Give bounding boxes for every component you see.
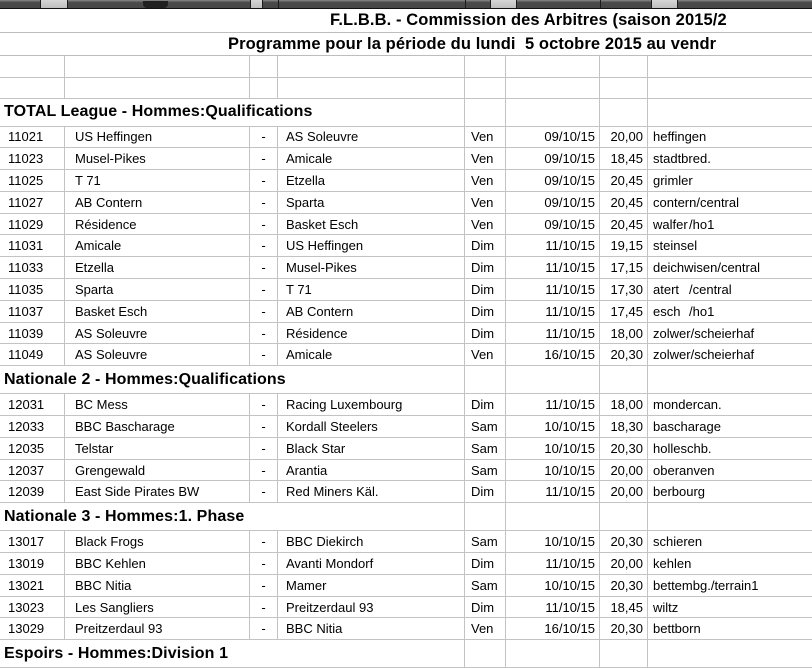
- away-team-cell-empty[interactable]: [278, 56, 465, 77]
- column-divider: [600, 0, 601, 8]
- match-number-cell[interactable]: 13029: [0, 618, 65, 639]
- column-header-gap: [250, 0, 263, 8]
- day-cell[interactable]: Sam: [465, 460, 506, 481]
- away-team-cell[interactable]: BBC Diekirch: [278, 531, 465, 552]
- time-cell[interactable]: 17,15: [600, 257, 648, 278]
- venue-cell-empty[interactable]: [648, 56, 812, 77]
- home-team-cell[interactable]: East Side Pirates BW: [65, 481, 250, 502]
- date-cell[interactable]: 11/10/15: [506, 323, 600, 344]
- report-title: F.L.B.B. - Commission des Arbitres (saison 2015/2: [330, 11, 727, 29]
- time-cell-empty[interactable]: [600, 56, 648, 77]
- time-cell[interactable]: 20,00: [600, 127, 648, 148]
- vs-separator-cell[interactable]: -: [250, 192, 278, 213]
- home-team-cell[interactable]: US Heffingen: [65, 127, 250, 148]
- venue-name: heffingen: [653, 129, 707, 145]
- date-cell[interactable]: 10/10/15: [506, 575, 600, 596]
- grid-cell[interactable]: [648, 640, 812, 667]
- venue-cell[interactable]: [648, 170, 812, 191]
- away-team-cell[interactable]: Arantia: [278, 460, 465, 481]
- match-row: [0, 481, 812, 503]
- match-number-cell[interactable]: 11021: [0, 127, 65, 148]
- match-number-cell[interactable]: 11035: [0, 279, 65, 300]
- venue-name: esch: [653, 303, 681, 319]
- vs-separator-cell[interactable]: -: [250, 301, 278, 322]
- date-cell[interactable]: 11/10/15: [506, 553, 600, 574]
- date-cell[interactable]: 11/10/15: [506, 301, 600, 322]
- venue-name: deichwisen: [653, 260, 718, 276]
- away-team-cell[interactable]: Kordall Steelers: [278, 416, 465, 437]
- report-period: Programme pour la période du lundi 5 octobre 2015 au vendr: [228, 34, 717, 53]
- match-number-cell[interactable]: 13023: [0, 597, 65, 618]
- time-cell[interactable]: 20,00: [600, 481, 648, 502]
- home-team-cell[interactable]: BBC Bascharage: [65, 416, 250, 437]
- venue-name: zolwer: [653, 325, 691, 341]
- home-team-cell[interactable]: Les Sangliers: [65, 597, 250, 618]
- away-team-cell[interactable]: Etzella: [278, 170, 465, 191]
- vs-separator-cell[interactable]: -: [250, 531, 278, 552]
- day-cell[interactable]: Ven: [465, 344, 506, 365]
- match-number-cell[interactable]: 11025: [0, 170, 65, 191]
- match-row: [0, 170, 812, 192]
- time-cell[interactable]: 17,45: [600, 301, 648, 322]
- vs-separator-cell[interactable]: -: [250, 460, 278, 481]
- venue-name: wiltz: [653, 599, 679, 615]
- time-cell[interactable]: 20,30: [600, 618, 648, 639]
- venue-name: stadtbred.: [653, 151, 711, 167]
- home-team-cell[interactable]: BBC Nitia: [65, 575, 250, 596]
- hall-name: /scheierhaf: [690, 347, 755, 363]
- venue-cell[interactable]: [648, 597, 812, 618]
- grid-cell[interactable]: [600, 99, 648, 126]
- match-number-cell[interactable]: 11031: [0, 235, 65, 256]
- venue-name: kehlen: [653, 555, 692, 571]
- venue-cell[interactable]: [648, 416, 812, 437]
- away-team-cell[interactable]: BBC Nitia: [278, 618, 465, 639]
- date-cell[interactable]: 10/10/15: [506, 460, 600, 481]
- away-team-cell[interactable]: AS Soleuvre: [278, 127, 465, 148]
- section-title[interactable]: Nationale 2 - Hommes:Qualifications: [0, 366, 465, 393]
- date-cell[interactable]: 11/10/15: [506, 257, 600, 278]
- venue-cell[interactable]: [648, 127, 812, 148]
- sheet-column-header-strip[interactable]: [0, 0, 812, 9]
- home-team-cell[interactable]: Musel-Pikes: [65, 148, 250, 169]
- away-team-cell[interactable]: T 71: [278, 279, 465, 300]
- venue-name: berbourg: [653, 484, 706, 500]
- vs-separator-cell-empty[interactable]: [250, 56, 278, 77]
- day-cell[interactable]: Dim: [465, 553, 506, 574]
- vs-separator-cell[interactable]: -: [250, 575, 278, 596]
- day-cell[interactable]: Ven: [465, 148, 506, 169]
- date-cell[interactable]: 11/10/15: [506, 481, 600, 502]
- date-cell[interactable]: 10/10/15: [506, 416, 600, 437]
- date-cell[interactable]: 09/10/15: [506, 214, 600, 235]
- away-team-cell[interactable]: Preitzerdaul 93: [278, 597, 465, 618]
- venue-cell[interactable]: [648, 394, 812, 415]
- grid-cell[interactable]: [648, 503, 812, 530]
- venue-cell[interactable]: [648, 214, 812, 235]
- day-cell[interactable]: Ven: [465, 618, 506, 639]
- time-cell[interactable]: 18,00: [600, 394, 648, 415]
- section-title[interactable]: Espoirs - Hommes:Division 1: [0, 640, 465, 667]
- match-row: [0, 214, 812, 236]
- away-team-cell[interactable]: Musel-Pikes: [278, 257, 465, 278]
- home-team-cell[interactable]: AB Contern: [65, 192, 250, 213]
- home-team-cell[interactable]: Amicale: [65, 235, 250, 256]
- away-team-cell[interactable]: Avanti Mondorf: [278, 553, 465, 574]
- vs-separator-cell[interactable]: -: [250, 279, 278, 300]
- home-team-cell[interactable]: Preitzerdaul 93: [65, 618, 250, 639]
- date-cell[interactable]: 10/10/15: [506, 531, 600, 552]
- day-cell[interactable]: Sam: [465, 416, 506, 437]
- venue-cell[interactable]: [648, 235, 812, 256]
- date-cell[interactable]: 09/10/15: [506, 192, 600, 213]
- match-number-cell[interactable]: 11029: [0, 214, 65, 235]
- match-row: [0, 279, 812, 301]
- match-number-cell-empty[interactable]: [0, 56, 65, 77]
- match-number-cell[interactable]: 13017: [0, 531, 65, 552]
- vs-separator-cell[interactable]: -: [250, 618, 278, 639]
- venue-cell[interactable]: [648, 618, 812, 639]
- day-cell[interactable]: Dim: [465, 279, 506, 300]
- match-number-cell[interactable]: 11033: [0, 257, 65, 278]
- home-team-cell-empty[interactable]: [65, 78, 250, 98]
- venue-cell[interactable]: [648, 279, 812, 300]
- date-cell[interactable]: 16/10/15: [506, 344, 600, 365]
- schedule-grid: [0, 56, 812, 668]
- grid-cell[interactable]: [465, 503, 506, 530]
- vs-separator-cell[interactable]: -: [250, 553, 278, 574]
- away-team-cell[interactable]: Racing Luxembourg: [278, 394, 465, 415]
- time-cell-empty[interactable]: [600, 78, 648, 98]
- date-cell[interactable]: 16/10/15: [506, 618, 600, 639]
- home-team-cell[interactable]: Sparta: [65, 279, 250, 300]
- vs-separator-cell[interactable]: -: [250, 127, 278, 148]
- time-cell[interactable]: 19,15: [600, 235, 648, 256]
- venue-name: grimler: [653, 172, 693, 188]
- vs-separator-cell[interactable]: -: [250, 323, 278, 344]
- venue-name: mondercan.: [653, 397, 722, 413]
- date-cell[interactable]: 11/10/15: [506, 279, 600, 300]
- home-team-cell[interactable]: Résidence: [65, 214, 250, 235]
- date-cell[interactable]: 10/10/15: [506, 438, 600, 459]
- home-team-cell[interactable]: AS Soleuvre: [65, 344, 250, 365]
- time-cell[interactable]: 20,30: [600, 438, 648, 459]
- away-team-cell[interactable]: Sparta: [278, 192, 465, 213]
- venue-cell[interactable]: [648, 257, 812, 278]
- period-row[interactable]: [0, 33, 812, 56]
- time-cell[interactable]: 20,00: [600, 553, 648, 574]
- day-cell[interactable]: Dim: [465, 323, 506, 344]
- away-team-cell[interactable]: Amicale: [278, 344, 465, 365]
- grid-cell[interactable]: [506, 366, 600, 393]
- day-cell[interactable]: Dim: [465, 301, 506, 322]
- vs-separator-cell[interactable]: -: [250, 597, 278, 618]
- hall-name: /ho1: [689, 216, 715, 232]
- match-row: [0, 553, 812, 575]
- match-row: [0, 301, 812, 323]
- match-row: [0, 192, 812, 214]
- time-cell[interactable]: 20,45: [600, 214, 648, 235]
- grid-cell[interactable]: [465, 366, 506, 393]
- home-team-cell[interactable]: Grengewald: [65, 460, 250, 481]
- match-row: [0, 575, 812, 597]
- vs-separator-cell[interactable]: -: [250, 481, 278, 502]
- match-row: [0, 618, 812, 640]
- time-cell[interactable]: 18,00: [600, 323, 648, 344]
- day-cell[interactable]: Dim: [465, 235, 506, 256]
- time-cell[interactable]: 20,30: [600, 575, 648, 596]
- day-cell[interactable]: Ven: [465, 192, 506, 213]
- away-team-cell[interactable]: AB Contern: [278, 301, 465, 322]
- venue-name: oberanven: [653, 462, 715, 478]
- date-cell[interactable]: 11/10/15: [506, 235, 600, 256]
- vs-separator-cell-empty[interactable]: [250, 78, 278, 98]
- date-cell-empty[interactable]: [506, 78, 600, 98]
- empty-row: [0, 78, 812, 99]
- date-cell[interactable]: 11/10/15: [506, 394, 600, 415]
- match-row: [0, 257, 812, 279]
- home-team-cell-empty[interactable]: [65, 56, 250, 77]
- hall-name: /scheierhaf: [690, 325, 755, 341]
- time-cell[interactable]: 20,45: [600, 170, 648, 191]
- hall-name: /ho1: [689, 303, 715, 319]
- home-team-cell[interactable]: Basket Esch: [65, 301, 250, 322]
- match-number-cell[interactable]: 12031: [0, 394, 65, 415]
- section-title[interactable]: Nationale 3 - Hommes:1. Phase: [0, 503, 465, 530]
- grid-cell[interactable]: [600, 640, 648, 667]
- match-number-cell[interactable]: 11039: [0, 323, 65, 344]
- match-row: [0, 235, 812, 257]
- venue-cell[interactable]: [648, 438, 812, 459]
- grid-cell[interactable]: [648, 99, 812, 126]
- venue-name: bettembg.: [653, 577, 711, 593]
- day-cell[interactable]: Ven: [465, 170, 506, 191]
- match-row: [0, 127, 812, 149]
- grid-cell[interactable]: [506, 503, 600, 530]
- venue-cell[interactable]: [648, 148, 812, 169]
- hall-name: /terrain1: [710, 577, 759, 593]
- column-divider: [278, 0, 279, 8]
- grid-cell[interactable]: [600, 503, 648, 530]
- venue-cell[interactable]: [648, 481, 812, 502]
- vs-separator-cell[interactable]: -: [250, 394, 278, 415]
- empty-row: [0, 56, 812, 78]
- column-header-notch: [143, 1, 168, 8]
- match-number-cell[interactable]: 11023: [0, 148, 65, 169]
- venue-cell[interactable]: [648, 553, 812, 574]
- vs-separator-cell[interactable]: -: [250, 214, 278, 235]
- day-cell-empty[interactable]: [465, 56, 506, 77]
- date-cell[interactable]: 09/10/15: [506, 127, 600, 148]
- time-cell[interactable]: 17,30: [600, 279, 648, 300]
- grid-cell[interactable]: [600, 366, 648, 393]
- match-number-cell[interactable]: 11027: [0, 192, 65, 213]
- grid-cell[interactable]: [465, 640, 506, 667]
- home-team-cell[interactable]: Telstar: [65, 438, 250, 459]
- home-team-cell[interactable]: T 71: [65, 170, 250, 191]
- away-team-cell[interactable]: Résidence: [278, 323, 465, 344]
- venue-name: bascharage: [653, 418, 721, 434]
- match-row: [0, 438, 812, 460]
- match-number-cell[interactable]: 11049: [0, 344, 65, 365]
- match-row: [0, 394, 812, 416]
- column-header-gap: [40, 0, 68, 8]
- column-header-gap: [651, 0, 678, 8]
- vs-separator-cell[interactable]: -: [250, 235, 278, 256]
- match-number-cell[interactable]: 12033: [0, 416, 65, 437]
- home-team-cell[interactable]: BBC Kehlen: [65, 553, 250, 574]
- match-row: [0, 148, 812, 170]
- column-divider: [465, 0, 466, 8]
- away-team-cell[interactable]: US Heffingen: [278, 235, 465, 256]
- venue-name: holleschb.: [653, 440, 712, 456]
- match-number-cell[interactable]: 13019: [0, 553, 65, 574]
- venue-cell[interactable]: [648, 344, 812, 365]
- grid-cell[interactable]: [506, 99, 600, 126]
- date-cell-empty[interactable]: [506, 56, 600, 77]
- vs-separator-cell[interactable]: -: [250, 416, 278, 437]
- column-header-gap: [490, 0, 517, 8]
- section-title[interactable]: TOTAL League - Hommes:Qualifications: [0, 99, 465, 126]
- home-team-cell[interactable]: Black Frogs: [65, 531, 250, 552]
- time-cell[interactable]: 20,00: [600, 460, 648, 481]
- vs-separator-cell[interactable]: -: [250, 438, 278, 459]
- time-cell[interactable]: 20,30: [600, 531, 648, 552]
- day-cell[interactable]: Ven: [465, 127, 506, 148]
- match-row: [0, 531, 812, 553]
- time-cell[interactable]: 20,45: [600, 192, 648, 213]
- date-cell[interactable]: 09/10/15: [506, 170, 600, 191]
- match-number-cell-empty[interactable]: [0, 78, 65, 98]
- day-cell[interactable]: Sam: [465, 531, 506, 552]
- section-header-row: [0, 366, 812, 394]
- match-number-cell[interactable]: 13021: [0, 575, 65, 596]
- day-cell[interactable]: Dim: [465, 257, 506, 278]
- venue-name: walfer: [653, 216, 688, 232]
- away-team-cell[interactable]: Black Star: [278, 438, 465, 459]
- section-header-row: [0, 503, 812, 531]
- venue-name: schieren: [653, 534, 703, 550]
- home-team-cell[interactable]: BC Mess: [65, 394, 250, 415]
- grid-cell[interactable]: [465, 99, 506, 126]
- venue-cell[interactable]: [648, 323, 812, 344]
- section-header-row: [0, 640, 812, 668]
- venue-cell[interactable]: [648, 192, 812, 213]
- grid-cell[interactable]: [506, 640, 600, 667]
- day-cell[interactable]: Dim: [465, 481, 506, 502]
- venue-cell-empty[interactable]: [648, 78, 812, 98]
- match-row: [0, 323, 812, 345]
- venue-cell[interactable]: [648, 460, 812, 481]
- hall-name: /central: [696, 194, 740, 210]
- away-team-cell-empty[interactable]: [278, 78, 465, 98]
- vs-separator-cell[interactable]: -: [250, 148, 278, 169]
- grid-cell[interactable]: [648, 366, 812, 393]
- venue-name: steinsel: [653, 238, 698, 254]
- away-team-cell[interactable]: Basket Esch: [278, 214, 465, 235]
- venue-cell[interactable]: [648, 301, 812, 322]
- time-cell[interactable]: 20,30: [600, 344, 648, 365]
- date-cell[interactable]: 09/10/15: [506, 148, 600, 169]
- home-team-cell[interactable]: Etzella: [65, 257, 250, 278]
- time-cell[interactable]: 18,45: [600, 597, 648, 618]
- venue-cell[interactable]: [648, 531, 812, 552]
- away-team-cell[interactable]: Red Miners Käl.: [278, 481, 465, 502]
- vs-separator-cell[interactable]: -: [250, 257, 278, 278]
- hall-name: /central: [689, 281, 732, 297]
- match-number-cell[interactable]: 11037: [0, 301, 65, 322]
- match-number-cell[interactable]: 12035: [0, 438, 65, 459]
- day-cell[interactable]: Dim: [465, 597, 506, 618]
- match-number-cell[interactable]: 12037: [0, 460, 65, 481]
- venue-name: bettborn: [653, 621, 701, 637]
- day-cell[interactable]: Sam: [465, 575, 506, 596]
- home-team-cell[interactable]: AS Soleuvre: [65, 323, 250, 344]
- match-row: [0, 416, 812, 438]
- venue-name: atert: [653, 281, 680, 297]
- day-cell[interactable]: Sam: [465, 438, 506, 459]
- venue-name: zolwer: [653, 347, 691, 363]
- match-row: [0, 460, 812, 482]
- match-row: [0, 344, 812, 366]
- away-team-cell[interactable]: Amicale: [278, 148, 465, 169]
- section-header-row: [0, 99, 812, 127]
- match-number-cell[interactable]: 12039: [0, 481, 65, 502]
- vs-separator-cell[interactable]: -: [250, 344, 278, 365]
- away-team-cell[interactable]: Mamer: [278, 575, 465, 596]
- venue-cell[interactable]: [648, 575, 812, 596]
- vs-separator-cell[interactable]: -: [250, 170, 278, 191]
- match-row: [0, 597, 812, 619]
- date-cell[interactable]: 11/10/15: [506, 597, 600, 618]
- day-cell[interactable]: Dim: [465, 394, 506, 415]
- day-cell-empty[interactable]: [465, 78, 506, 98]
- venue-name: contern: [653, 194, 697, 210]
- time-cell[interactable]: 18,45: [600, 148, 648, 169]
- hall-name: /central: [717, 260, 760, 276]
- title-row[interactable]: [0, 9, 812, 33]
- time-cell[interactable]: 18,30: [600, 416, 648, 437]
- day-cell[interactable]: Ven: [465, 214, 506, 235]
